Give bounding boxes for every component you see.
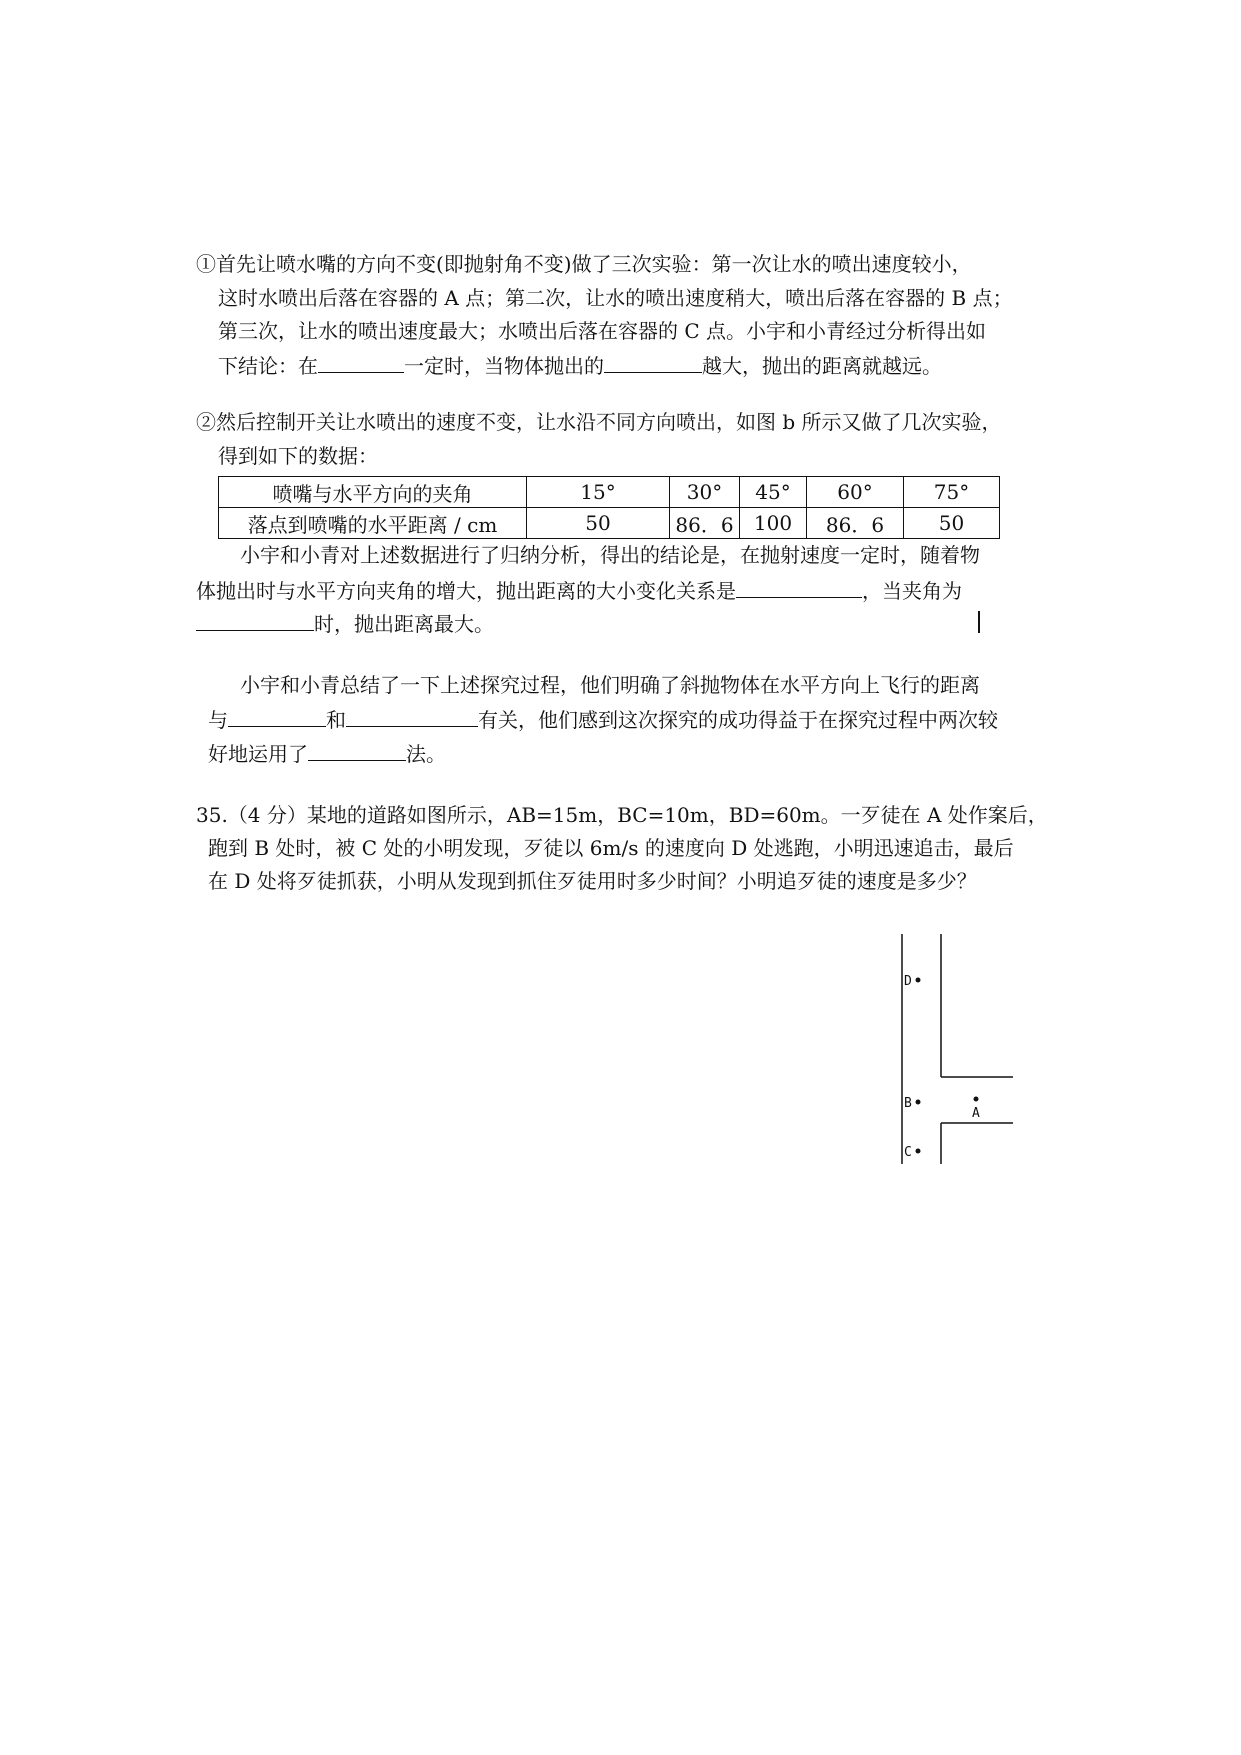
table-cell-angle: 15° xyxy=(527,477,670,508)
conclusion-line2-a: 体抛出时与水平方向夹角的增大，抛出距离的大小变化关系是 xyxy=(196,579,736,603)
table-cell-distance: 86．6 xyxy=(670,508,740,539)
point-d-dot xyxy=(916,978,921,983)
label-a: A xyxy=(972,1106,980,1121)
label-c: C xyxy=(904,1145,912,1160)
summary-line2-c: 有关，他们感到这次探究的成功得益于在探究过程中两次较 xyxy=(478,708,998,732)
table-cell-distance: 50 xyxy=(527,508,670,539)
section1-line4-b: 一定时，当物体抛出的 xyxy=(404,354,604,378)
conclusion-line1: 小宇和小青对上述数据进行了归纳分析，得出的结论是，在抛射速度一定时，随着物 xyxy=(240,543,980,567)
summary-line3-a: 好地运用了 xyxy=(208,742,308,766)
conclusion-line3-b: 时，抛出距离最大。 xyxy=(314,612,494,636)
conclusion-line2-b: ，当夹角为 xyxy=(862,579,962,603)
q35-line2: 跑到 B 处时，被 C 处的小明发现，歹徒以 6m/s 的速度向 D 处逃跑，小明迅速追击，最后 xyxy=(208,836,1014,860)
table-cell-distance: 86．6 xyxy=(807,508,904,539)
q35-line1: 35.（4 分）某地的道路如图所示，AB=15m，BC=10m，BD=60m。一歹徒在 A 处作案后， xyxy=(196,803,1048,827)
q35-line3: 在 D 处将歹徒抓获，小明从发现到抓住歹徒用时多少时间？小明追歹徒的速度是多少？ xyxy=(208,869,977,893)
point-c-dot xyxy=(916,1149,921,1154)
table-cell-angle: 45° xyxy=(740,477,807,508)
summary-line2-b: 和 xyxy=(326,708,346,732)
table-cell-angle: 30° xyxy=(670,477,740,508)
summary-line1: 小宇和小青总结了一下上述探究过程，他们明确了斜抛物体在水平方向上飞行的距离 xyxy=(240,673,980,697)
label-d: D xyxy=(904,974,912,989)
table-header-distance: 落点到喷嘴的水平距离 / cm xyxy=(219,508,527,539)
table-cell-angle: 75° xyxy=(904,477,1000,508)
summary-line3-b: 法。 xyxy=(406,742,446,766)
table-header-angle: 喷嘴与水平方向的夹角 xyxy=(219,477,527,508)
section1-line4-c: 越大，抛出的距离就越远。 xyxy=(702,354,942,378)
section1-line3: 第三次，让水的喷出速度最大；水喷出后落在容器的 C 点。小宇和小青经过分析得出如 xyxy=(218,319,987,343)
label-b: B xyxy=(904,1096,912,1111)
section1-line1: ①首先让喷水嘴的方向不变(即抛射角不变)做了三次实验：第一次让水的喷出速度较小， xyxy=(196,252,972,276)
summary-line2-a: 与 xyxy=(208,708,228,732)
table-cell-angle: 60° xyxy=(807,477,904,508)
table-cell-distance: 100 xyxy=(740,508,807,539)
section1-line2: 这时水喷出后落在容器的 A 点；第二次，让水的喷出速度稍大，喷出后落在容器的 B 点； xyxy=(218,286,1013,310)
point-b-dot xyxy=(916,1100,921,1105)
point-a-dot xyxy=(974,1097,979,1102)
table-cell-distance: 50 xyxy=(904,508,1000,539)
section2-line2: 得到如下的数据： xyxy=(218,444,378,468)
section1-line4-a: 下结论：在 xyxy=(218,354,318,378)
section2-line1: ②然后控制开关让水喷出的速度不变，让水沿不同方向喷出，如图 b 所示又做了几次实验， xyxy=(196,410,1002,434)
